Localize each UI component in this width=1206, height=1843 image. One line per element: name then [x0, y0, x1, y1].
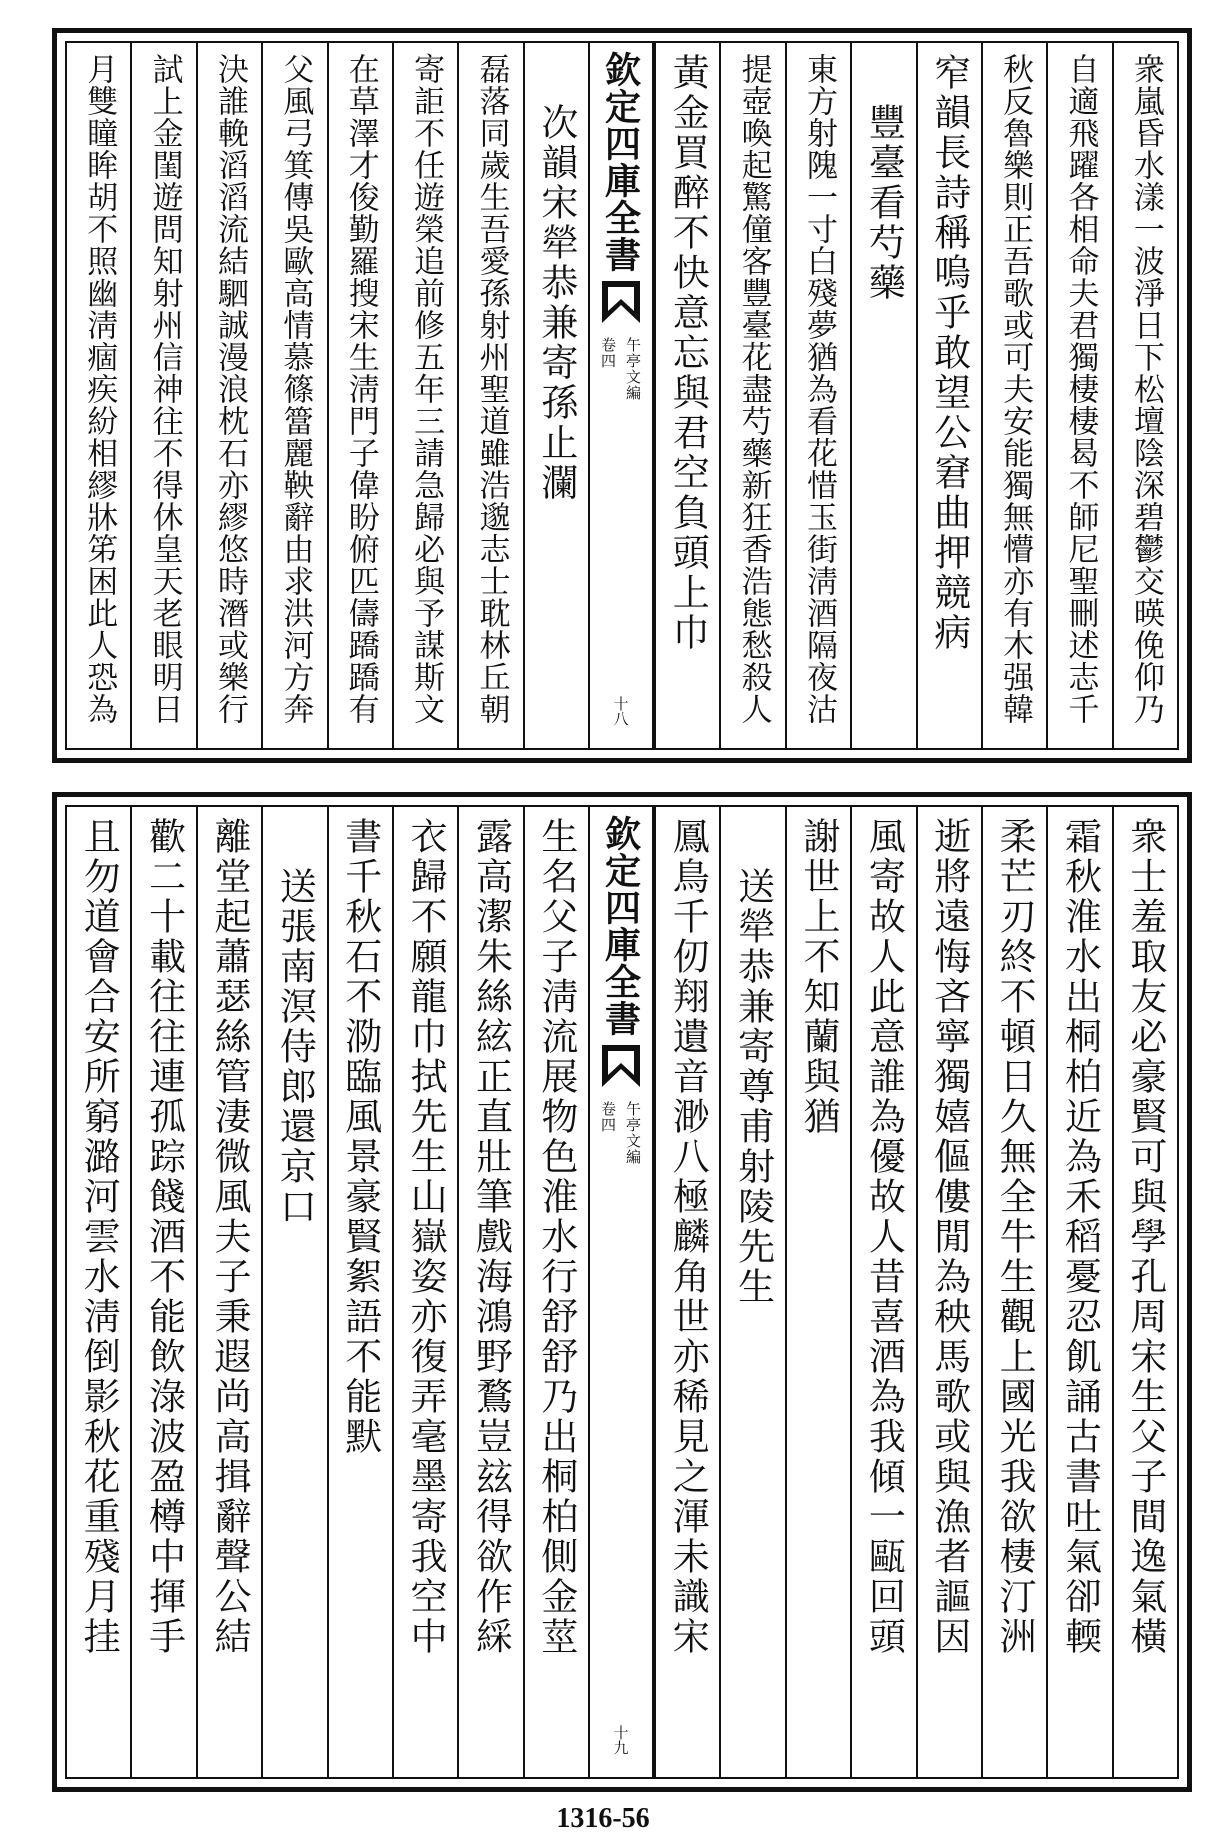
poem-line: 自適飛躍各相命夫君獨棲棲曷不師尼聖刪述志千 [1062, 53, 1099, 725]
poem-line: 鳳鳥千仞翔遺音渺八極麟角世亦稀見之渾未識宋 [666, 817, 710, 1657]
text-column [327, 43, 392, 748]
text-column [981, 43, 1046, 748]
text-column [196, 43, 261, 748]
poem-title: 送張南溟侍郎還京口 [273, 867, 317, 1227]
poem-line: 謝世上不知蘭與猶 [796, 817, 840, 1137]
banner-leaf-number: 十八 [611, 696, 630, 726]
poem-line: 秋反魯樂則正吾歌或可夫安能獨無懵亦有木强韓 [997, 53, 1034, 725]
fish-tail-mark-icon [598, 1043, 644, 1089]
text-column [196, 807, 261, 1777]
text-column [457, 807, 522, 1777]
poem-line: 書千秋石不泐臨風景豪賢絮語不能默 [338, 817, 382, 1457]
text-column [67, 807, 130, 1777]
poem-line: 在草澤才俊勤羅搜宋生淸門子偉盼俯匹儔蹻蹻有 [342, 53, 379, 725]
poem-line: 衆士羞取友必豪賢可與學孔周宋生父子間逸氣橫 [1123, 817, 1167, 1657]
text-column [130, 807, 195, 1777]
poem-title-column [719, 807, 784, 1777]
text-column [392, 807, 457, 1777]
banner-book-info [598, 1101, 644, 1165]
poem-line: 離堂起蕭瑟絲管淒微風夫子秉遐尚高揖辭聲公結 [207, 817, 251, 1657]
poem-line: 歡二十載往往連孤踪餞酒不能飲淥波盈樽中揮手 [142, 817, 186, 1657]
text-column [327, 807, 392, 1777]
poem-line: 提壺喚起驚僮客豐臺花盡芍藥新狂香浩態愁殺人 [735, 53, 772, 725]
text-column [392, 43, 457, 748]
poem-line: 風寄故人此意誰為優故人昔喜酒為我傾一甌回頭 [862, 817, 906, 1657]
poem-line: 東方射隗一寸白殘夢猶為看花惜玉街淸酒隔夜沽 [800, 53, 837, 725]
top-page-panel [52, 28, 1192, 763]
banner-volume: 卷四 [599, 1101, 617, 1133]
poem-line: 衣歸不願龍巾拭先生山嶽姿亦復弄毫墨寄我空中 [404, 817, 448, 1657]
fish-tail-mark-icon [598, 279, 644, 325]
text-column [785, 807, 850, 1777]
text-column [850, 807, 915, 1777]
banner-title: 欽定四庫全書 [599, 51, 642, 273]
poem-line: 且勿道會合安所窮潞河雲水淸倒影秋花重殘月挂 [77, 817, 121, 1657]
poem-line: 磊落同歲生吾愛孫射州聖道雖浩邈志士耽林丘朝 [473, 53, 510, 725]
poem-title: 送犖恭兼寄尊甫射陵先生 [731, 867, 775, 1307]
text-column [457, 43, 522, 748]
bottom-page-panel [52, 792, 1192, 1792]
text-column [261, 43, 326, 748]
text-column [523, 807, 588, 1777]
poem-line: 月雙瞳眸胡不照幽淸痼疾紛相繆牀笫困此人恐為 [81, 53, 118, 725]
banner-title: 欽定四庫全書 [599, 815, 642, 1037]
text-column [1112, 43, 1177, 748]
banner-book-name: 午亭文編 [624, 1101, 642, 1165]
text-column [130, 43, 195, 748]
text-column [654, 807, 719, 1777]
poem-line: 生名父子淸流展物色淮水行舒舒乃出桐柏側金莖 [534, 817, 578, 1657]
poem-line: 衆嵐昏水漾一波淨日下松壇陰深碧鬱交暎俛仰乃 [1127, 53, 1164, 725]
poem-line: 決誰輓滔滔流結駟誠漫浪枕石亦繆悠時潛或樂行 [211, 53, 248, 725]
text-column [916, 807, 981, 1777]
poem-line: 試上金閨遊問知射州信神往不得休皇天老眼明日 [146, 53, 183, 725]
poem-title-column [523, 43, 588, 748]
poem-line: 逝將遠悔吝寧獨嬉傴僂閒為秧馬歌或與漁者謳因 [927, 817, 971, 1657]
banner-book-info [598, 337, 644, 401]
center-banner [588, 43, 654, 748]
poem-title-column [850, 43, 915, 748]
page-number: 1316-56 [556, 1803, 650, 1834]
text-column [1112, 807, 1177, 1777]
top-page-columns [65, 41, 1179, 750]
banner-volume: 卷四 [599, 337, 617, 369]
text-column [785, 43, 850, 748]
bottom-page-columns [65, 805, 1179, 1779]
banner-leaf-number: 十九 [611, 1725, 630, 1755]
text-column [1046, 43, 1111, 748]
poem-title: 豐臺看芍藥 [862, 103, 906, 303]
text-column [67, 43, 130, 748]
text-column [1046, 807, 1111, 1777]
poem-line: 露高潔朱絲絃正直壯筆戲海鴻野鶩豈玆得欲作綵 [469, 817, 513, 1657]
poem-line: 柔芒刃終不頓日久無全牛生觀上國光我欲棲汀洲 [993, 817, 1037, 1657]
poem-line: 黃金買醉不快意忘與君空負頭上巾 [666, 53, 710, 653]
text-column [654, 43, 719, 748]
text-column [719, 43, 784, 748]
text-column [916, 43, 981, 748]
poem-line: 寄詎不任遊榮追前修五年三請急歸必與予謀斯文 [408, 53, 445, 725]
text-column [981, 807, 1046, 1777]
banner-book-name: 午亭文編 [624, 337, 642, 401]
poem-title: 次韻宋犖恭兼寄孫止瀾 [534, 103, 578, 503]
poem-line: 窄韻長詩稱嗚乎敢望公窘曲押競病 [927, 53, 971, 653]
poem-line: 父風弓箕傳吳歐高情慕篠簹麗鞅辭由求洪河方奔 [277, 53, 314, 725]
center-banner [588, 807, 654, 1777]
poem-title-column [261, 807, 326, 1777]
poem-line: 霜秋淮水出桐柏近為禾稻憂忍飢誦古書吐氣卻輭 [1058, 817, 1102, 1657]
